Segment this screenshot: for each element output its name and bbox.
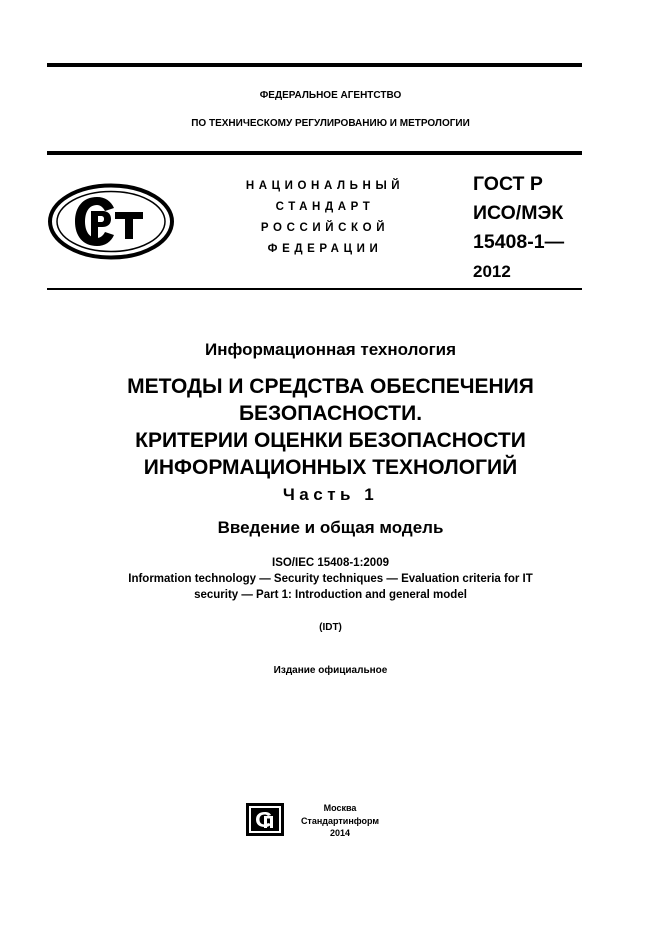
main-title-line: КРИТЕРИИ ОЦЕНКИ БЕЗОПАСНОСТИ (135, 429, 526, 452)
agency-line-2: ПО ТЕХНИЧЕСКОМУ РЕГУЛИРОВАНИЮ И МЕТРОЛОГИИ (191, 118, 470, 129)
main-title-line: ИНФОРМАЦИОННЫХ ТЕХНОЛОГИЙ (143, 456, 518, 479)
rst-gost-logo-icon (47, 183, 175, 260)
subject-title: Информационная технология (204, 340, 457, 359)
iso-number: ISO/IEC 15408-1:2009 (272, 557, 389, 569)
designation-line: 15408-1— (473, 231, 565, 253)
publisher-name: Стандартинформ (300, 815, 380, 826)
designation-line: ГОСТ Р (473, 173, 543, 195)
publisher-city: Москва (323, 803, 357, 813)
national-standard-line: ФЕДЕРАЦИИ (267, 243, 383, 255)
national-standard-line: НАЦИОНАЛЬНЫЙ (245, 180, 405, 192)
designation-line: ИСО/МЭК (473, 202, 564, 224)
standartinform-logo-icon (246, 803, 284, 836)
header-rule (47, 151, 582, 155)
top-rule (47, 63, 582, 67)
idt-label: (IDT) (319, 622, 342, 633)
iso-title-line: Information technology — Security techniques — Evaluation criteria for IT (128, 573, 533, 585)
publisher-block (290, 802, 390, 840)
iso-reference (0, 555, 661, 603)
standard-designation (473, 170, 593, 286)
main-title (0, 373, 661, 481)
title-rule (47, 288, 582, 290)
agency-line-1: ФЕДЕРАЛЬНОЕ АГЕНТСТВО (259, 90, 402, 101)
national-standard-line: РОССИЙСКОЙ (260, 222, 390, 234)
main-title-line: МЕТОДЫ И СРЕДСТВА ОБЕСПЕЧЕНИЯ (127, 375, 534, 398)
publisher-year: 2014 (329, 828, 351, 838)
part-title: Введение и общая модель (217, 518, 444, 537)
national-standard-label (210, 176, 440, 260)
edition-label: Издание официальное (273, 665, 388, 676)
main-title-line: БЕЗОПАСНОСТИ. (238, 402, 423, 425)
part-number: Часть 1 (282, 485, 379, 504)
national-standard-line: СТАНДАРТ (275, 201, 375, 213)
iso-title-line: security — Part 1: Introduction and general model (194, 589, 467, 601)
designation-year: 2012 (473, 262, 511, 281)
